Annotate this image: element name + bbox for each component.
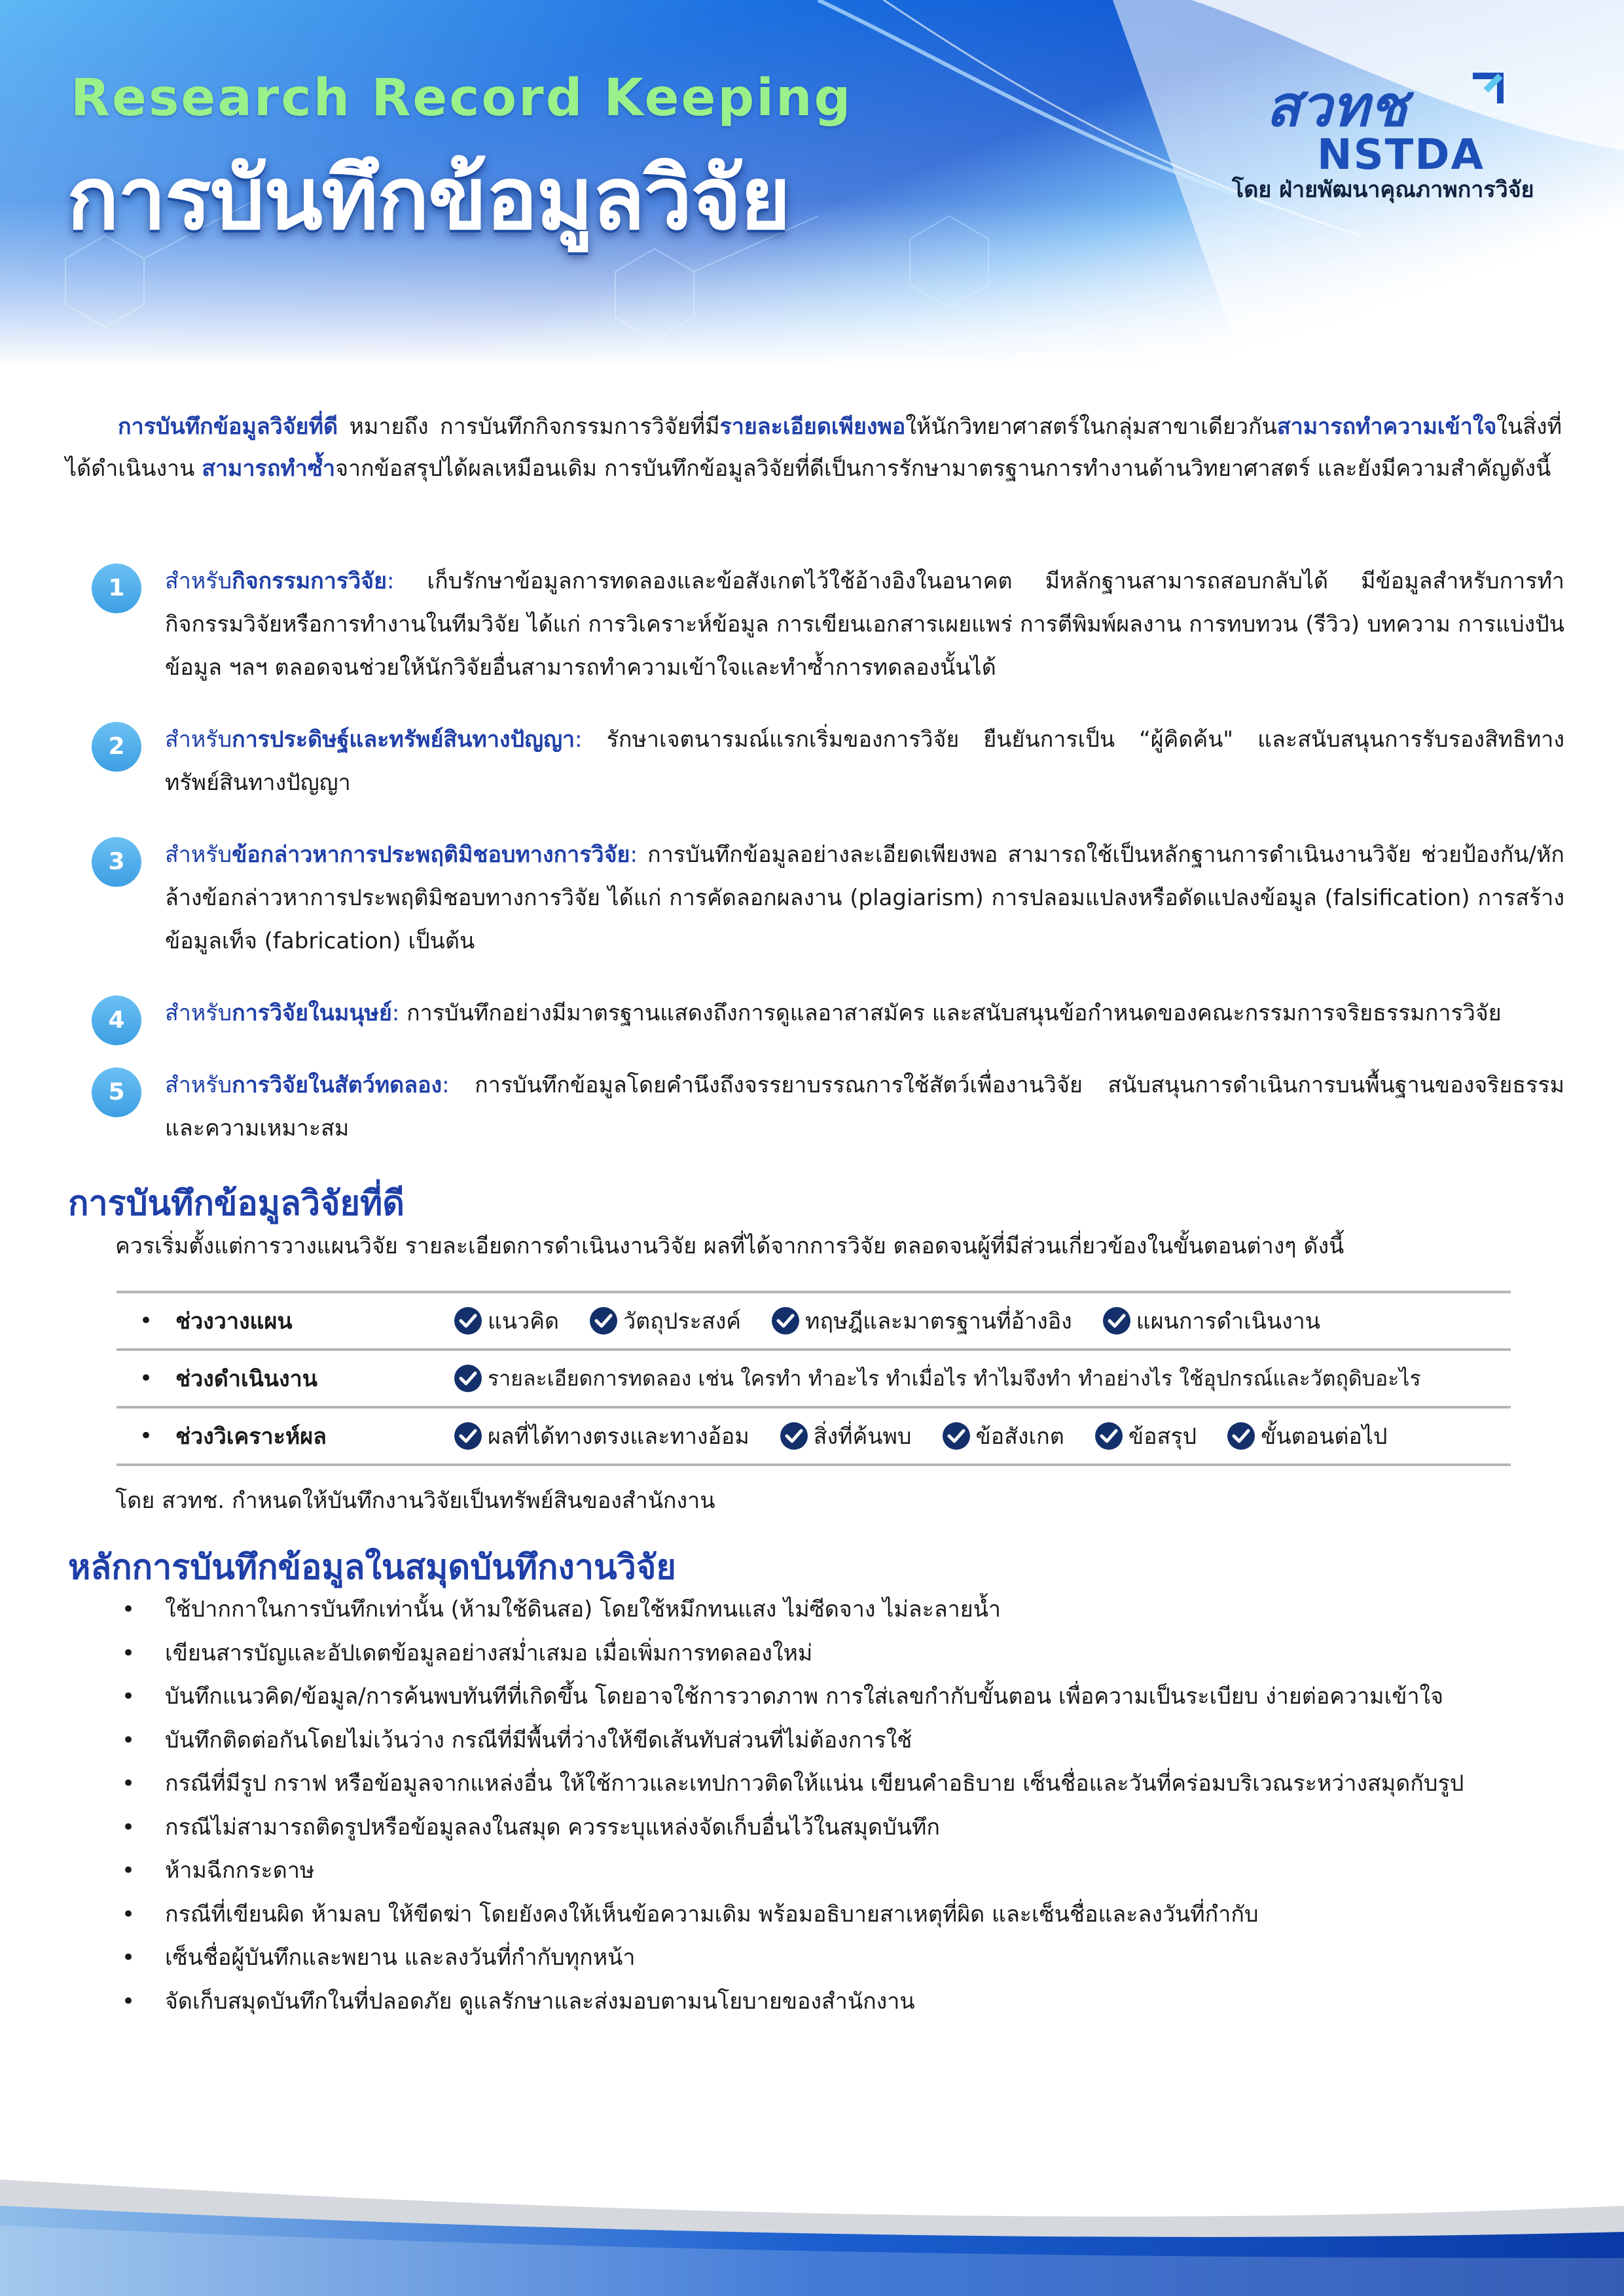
rule-item: • บันทึกติดต่อกันโดยไม่เว้นว่าง กรณีที่มีพื้นที่ว่างให้ขีดเส้นทับส่วนที่ไม่ต้องการใช้ (113, 1719, 1553, 1763)
rule-item: • ใช้ปากกาในการบันทึกเท่านั้น (ห้ามใช้ดินสอ) โดยใช้หมึกทนแสง ไม่ซีดจาง ไม่ละลายน้ำ (113, 1588, 1553, 1632)
phase-item: ขั้นตอนต่อไป (1227, 1418, 1387, 1454)
phase-row-execution (117, 1348, 1511, 1406)
byline: โดย ฝ่ายพัฒนาคุณภาพการวิจัย (1232, 177, 1534, 203)
phase-item: ข้อสังเกต (942, 1418, 1064, 1454)
ownership-note: โดย สวทช. กำหนดให้บันทึกงานวิจัยเป็นทรัพย์สินของสำนักงาน (115, 1488, 715, 1514)
importance-item: 1 สำหรับกิจกรรมการวิจัย: เก็บรักษาข้อมูลการทดลองและข้อสังเกตไว้ใช้อ้างอิงในอนาคต มีหลักฐานสามารถสอบกลับได้ มีข้อมูลสำหรับการทำกิจกรรมวิจัยหรือการทำงานในทีมวิจัย ได้แก่ การวิเคราะห์ข้อมูล การเขียนเอกสารเผยแพร่ การตีพิมพ์ผลงาน การทบทวน (รีวิว) บทความ การแบ่งปันข้อมูล ฯลฯ ตลอดจนช่วยให้นักวิจัยอื่นสามารถทำความเข้าใจและทำซ้ำการทดลองนั้นได้ (92, 560, 1564, 689)
bullet: • (122, 1683, 135, 1710)
check-circle-icon (589, 1306, 618, 1335)
check-circle-icon (942, 1422, 971, 1450)
rule-item: • เซ็นชื่อผู้บันทึกและพยาน และลงวันที่กำกับทุกหน้า (113, 1936, 1553, 1980)
bullet: • (122, 1857, 135, 1884)
phase-table (117, 1291, 1511, 1466)
phase-item: ข้อสรุป (1094, 1418, 1197, 1454)
number-badge: 1 (92, 564, 141, 613)
number-badge: 4 (92, 996, 141, 1045)
section-heading-good-records: การบันทึกข้อมูลวิจัยที่ดี (68, 1184, 405, 1223)
title-thai: การบันทึกข้อมูลวิจัย (67, 149, 790, 249)
number-badge: 2 (92, 722, 141, 772)
logo-english-text: NSTDA (1317, 131, 1485, 179)
phase-item: แผนการดำเนินงาน (1102, 1303, 1320, 1338)
check-circle-icon (454, 1306, 482, 1335)
importance-item: 5 สำหรับการวิจัยในสัตว์ทดลอง: การบันทึกข้อมูลโดยคำนึงถึงจรรยาบรรณการใช้สัตว์เพื่องานวิจัย สนับสนุนการดำเนินการบนพื้นฐานของจริยธรรมและความเหมาะสม (92, 1064, 1564, 1150)
section-intro: ควรเริ่มตั้งแต่การวางแผนวิจัย รายละเอียดการดำเนินงานวิจัย ผลที่ได้จากการวิจัย ตลอดจนผู้ที่มีส่วนเกี่ยวข้องในขั้นตอนต่างๆ ดังนี้ (115, 1233, 1344, 1259)
phase-item: วัตถุประสงค์ (589, 1303, 741, 1338)
nstda-logo (1257, 71, 1564, 182)
importance-item: 3 สำหรับข้อกล่าวหาการประพฤติมิชอบทางการวิจัย: การบันทึกข้อมูลอย่างละเอียดเพียงพอ สามารถใช้เป็นหลักฐานการดำเนินงานวิจัย ช่วยป้องกัน/หักล้างข้อกล่าวหาการประพฤติมิชอบทางการวิจัย ได้แก่ การคัดลอกผลงาน (plagiarism) การปลอมแปลงหรือดัดแปลงข้อมูล (falsification) การสร้างข้อมูลเท็จ (fabrication) เป็นต้น (92, 833, 1564, 963)
rule-item: • จัดเก็บสมุดบันทึกในที่ปลอดภัย ดูแลรักษาและส่งมอบตามนโยบายของสำนักงาน (113, 1980, 1553, 2024)
check-circle-icon (771, 1306, 800, 1335)
bullet: • (139, 1423, 153, 1449)
bullet: • (122, 1770, 135, 1797)
phase-item: แนวคิด (454, 1303, 559, 1338)
bullet: • (122, 1901, 135, 1928)
phase-name: ช่วงวิเคราะห์ผล (175, 1424, 327, 1450)
phase-item: สิ่งที่ค้นพบ (780, 1418, 912, 1454)
phase-name: ช่วงดำเนินงาน (175, 1366, 317, 1392)
rule-item: • เขียนสารบัญและอัปเดตข้อมูลอย่างสม่ำเสมอ เมื่อเพิ่มการทดลองใหม่ (113, 1632, 1553, 1676)
title-english: Research Record Keeping (71, 69, 853, 128)
check-circle-icon (1227, 1422, 1255, 1450)
phase-row-planning (117, 1291, 1511, 1348)
bullet: • (139, 1308, 153, 1334)
check-circle-icon (780, 1422, 808, 1450)
importance-list (92, 560, 1564, 1179)
rule-item: • บันทึกแนวคิด/ข้อมูล/การค้นพบทันทีที่เกิดขึ้น โดยอาจใช้การวาดภาพ การใส่เลขกำกับขั้นตอน เพื่อความเป็นระเบียบ ง่ายต่อความเข้าใจ (113, 1675, 1553, 1719)
bullet: • (139, 1365, 153, 1391)
footer-background (0, 2134, 1624, 2296)
rule-item: • ห้ามฉีกกระดาษ (113, 1849, 1553, 1893)
bullet: • (122, 1814, 135, 1840)
phase-item: รายละเอียดการทดลอง เช่น ใครทำ ทำอะไร ทำเมื่อไร ทำไมจึงทำ ทำอย่างไร ใช้อุปกรณ์และวัตถุดิบอะไร (454, 1362, 1421, 1395)
check-circle-icon (454, 1364, 482, 1393)
number-badge: 5 (92, 1067, 141, 1117)
phase-item: ผลที่ได้ทางตรงและทางอ้อม (454, 1418, 749, 1454)
bullet: • (122, 1640, 135, 1666)
number-badge: 3 (92, 837, 141, 887)
check-circle-icon (1094, 1422, 1123, 1450)
check-circle-icon (1102, 1306, 1131, 1335)
phase-name: ช่วงวางแผน (175, 1308, 293, 1335)
bullet: • (122, 1727, 135, 1753)
check-circle-icon (454, 1422, 482, 1450)
bullet: • (122, 1596, 135, 1623)
importance-item: 2 สำหรับการประดิษฐ์และทรัพย์สินทางปัญญา: รักษาเจตนารมณ์แรกเริ่มของการวิจัย ยืนยันการเป็น “ผู้คิดค้น" และสนับสนุนการรับรองสิทธิทางทรัพย์สินทางปัญญา (92, 718, 1564, 804)
bullet: • (122, 1988, 135, 2015)
intro-paragraph: การบันทึกข้อมูลวิจัยที่ดี หมายถึง การบันทึกกิจกรรมการวิจัยที่มีรายละเอียดเพียงพอให้นักวิทยาศาสตร์ในกลุ่มสาขาเดียวกันสามารถทำความเข้าใจในสิ่งที่ได้ดำเนินงาน สามารถทำซ้ำจากข้อสรุปได้ผลเหมือนเดิม การบันทึกข้อมูลวิจัยที่ดีเป็นการรักษามาตรฐานการทำงานด้านวิทยาศาสตร์ และยังมีความสำคัญดังนี้ (65, 414, 1562, 482)
rule-item: • กรณีไม่สามารถติดรูปหรือข้อมูลลงในสมุด ควรระบุแหล่งจัดเก็บอื่นไว้ในสมุดบันทึก (113, 1806, 1553, 1850)
rule-item: • กรณีที่เขียนผิด ห้ามลบ ให้ขีดฆ่า โดยยังคงให้เห็นข้อความเดิม พร้อมอธิบายสาเหตุที่ผิด และเซ็นชื่อและลงวันที่กำกับ (113, 1893, 1553, 1937)
section-heading-notebook-rules: หลักการบันทึกข้อมูลในสมุดบันทึกงานวิจัย (68, 1548, 676, 1587)
phase-item: ทฤษฎีและมาตรฐานที่อ้างอิง (771, 1303, 1072, 1338)
rule-item: • กรณีที่มีรูป กราฟ หรือข้อมูลจากแหล่งอื่น ให้ใช้กาวและเทปกาวติดให้แน่น เขียนคำอธิบาย เซ็นชื่อและวันที่คร่อมบริเวณระหว่างสมุดกับรูป (113, 1762, 1553, 1806)
importance-item: 4 สำหรับการวิจัยในมนุษย์: การบันทึกอย่างมีมาตรฐานแสดงถึงการดูแลอาสาสมัคร และสนับสนุนข้อกำหนดของคณะกรรมการจริยธรรมการวิจัย (92, 992, 1564, 1035)
phase-row-analysis (117, 1406, 1511, 1466)
logo-thai-text: สวทช (1266, 74, 1407, 139)
rules-list (113, 1588, 1553, 2023)
bullet: • (122, 1945, 135, 1971)
